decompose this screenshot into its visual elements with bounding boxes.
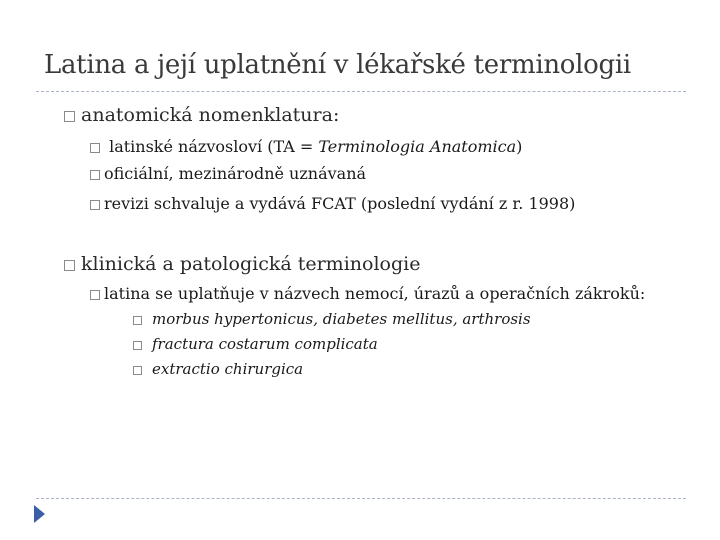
example-item	[133, 310, 531, 328]
item-text-pre: latinské názvosloví (TA =	[104, 137, 319, 156]
next-arrow-icon[interactable]	[34, 505, 45, 523]
section-klinicka	[64, 253, 420, 275]
square-bullet-icon	[90, 200, 100, 210]
square-bullet-icon	[133, 341, 142, 350]
section-anatomicka	[64, 104, 339, 126]
list-item	[90, 284, 645, 303]
square-bullet-icon	[90, 143, 100, 153]
section-heading: anatomická nomenklatura:	[81, 104, 340, 126]
example-item	[133, 335, 378, 353]
item-text-italic: Terminologia Anatomica	[318, 137, 517, 156]
square-bullet-icon	[90, 170, 100, 180]
square-bullet-icon	[64, 111, 75, 122]
list-item	[90, 194, 575, 213]
square-bullet-icon	[133, 316, 142, 325]
item-text-post: )	[516, 137, 523, 156]
example-text: fractura costarum complicata	[152, 335, 378, 353]
example-text: morbus hypertonicus, diabetes mellitus, arthrosis	[152, 310, 531, 328]
list-item	[90, 137, 522, 156]
title-divider	[36, 91, 686, 92]
slide-title: Latina a její uplatnění v lékařské terminologii	[44, 50, 631, 80]
square-bullet-icon	[133, 366, 142, 375]
item-text: revizi schvaluje a vydává FCAT (poslední vydání z r. 1998)	[104, 194, 576, 213]
square-bullet-icon	[90, 290, 100, 300]
footer-divider	[36, 498, 686, 499]
square-bullet-icon	[64, 260, 75, 271]
section-heading: klinická a patologická terminologie	[81, 253, 421, 275]
example-text: extractio chirurgica	[152, 360, 304, 378]
item-text: oficiální, mezinárodně uznávaná	[104, 164, 367, 183]
example-item	[133, 360, 303, 378]
item-text: latina se uplatňuje v názvech nemocí, úrazů a operačních zákroků:	[104, 284, 646, 303]
list-item	[90, 164, 366, 183]
